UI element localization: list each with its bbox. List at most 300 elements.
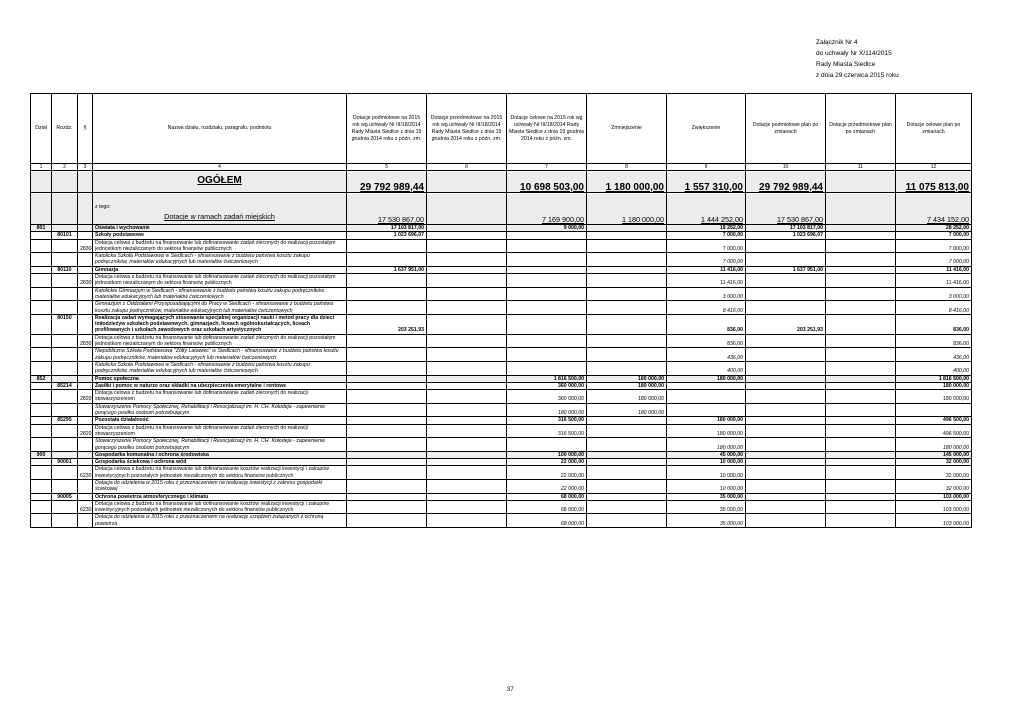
city-podm: 17 530 867,00 [378,214,424,224]
row-name: Gimnazjum z Oddziałami Przysposabiającymi do Pracy w Siedlcach - sfinansowanie z budżetu państwa kosztu zakupu podręczników, materiałów edukacyjnych lub materiałów ćwiczeniowych [93,301,347,315]
amount-cell [507,361,587,375]
amount-cell [427,417,507,424]
division-code: 852 [31,375,52,382]
amount-cell [507,348,587,362]
amount-cell [746,390,826,404]
amount-cell: 1 023 696,07 [347,232,427,239]
row-name: Dotacja celowa z budżetu na finansowanie lub dofinansowanie kosztów realizacji inwestycji i zakupów inwestycyjnych pozostałych jednostek niezaliczonych do sektora finansów publicznych [93,500,347,514]
amount-cell [507,287,587,301]
chapter-row [31,266,972,273]
chapter-row [31,314,972,334]
amount-cell [826,375,896,382]
amount-cell [587,514,667,528]
amount-cell [507,301,587,315]
amount-cell: 10 000,00 [667,479,746,493]
amount-cell [427,375,507,382]
amount-cell [826,466,896,480]
amount-cell [427,451,507,458]
row-name: Katolicka Szkoła Podstawowa w Siedlcach - sfinansowanie z budżetu państwa kosztu zakupu podręczników, materiałów edukacyjnych lub materiałów ćwiczeniowych [93,361,347,375]
amount-cell: 180 000,00 [587,403,667,417]
amount-cell: 11 416,00 [896,266,972,273]
entity-row [31,514,972,528]
paragraph-code [78,301,93,315]
amount-cell: 11 416,00 [896,274,972,288]
amount-cell: 7 000,00 [896,232,972,239]
amount-cell: 1 023 696,07 [746,232,826,239]
amount-cell [746,361,826,375]
amount-cell [347,403,427,417]
row-name: Oświata i wychowanie [93,225,347,232]
amount-cell: 32 000,00 [896,479,972,493]
paragraph-code [78,403,93,417]
row-name: Dotacja do udzielenia w 2015 roku z przeznaczeniem na realizację urządzeń związanych z ochroną powietrza [93,514,347,528]
amount-cell [746,451,826,458]
amount-cell [427,514,507,528]
amount-cell [427,314,507,334]
row-name: Ochrona powietrza atmosferycznego i klimatu [93,493,347,500]
amount-cell [826,500,896,514]
paragraph-row [31,390,972,404]
amount-cell [746,466,826,480]
amount-cell: 45 000,00 [667,451,746,458]
entity-row [31,287,972,301]
col-dot-przedm: Dotacje przedmiotowe na 2015 rok wg uchwały Nr III/18/2014 Rady Miasta Siedlce z dnia 19 grudnia 2014 roku z późn. zm. [427,94,507,164]
amount-cell [587,466,667,480]
amount-cell [347,348,427,362]
row-name: Realizacja zadań wymagających stosowania specjalnej organizacji nauki i metod pracy dla dzieci imłodzieżyw szkołach podstawowych, gimnazjach, liceach ogólnokształcących, liceach profilowanych i szkołach zawodowych oraz szkołach artystycznych [93,314,347,334]
amount-cell: 7 000,00 [896,253,972,267]
amount-cell [896,403,972,417]
amount-cell [427,459,507,466]
chapter-code [52,334,78,348]
amount-cell [427,253,507,267]
amount-cell [826,266,896,273]
chapter-code [52,479,78,493]
chapter-code [52,253,78,267]
amount-cell [427,348,507,362]
amount-cell [826,424,896,438]
attachment-note [816,37,899,81]
amount-cell: 19 252,00 [667,225,746,232]
amount-cell [347,253,427,267]
amount-cell [746,334,826,348]
paragraph-code [78,438,93,452]
chapter-row [31,459,972,466]
amount-cell [427,287,507,301]
amount-cell: 35 000,00 [667,514,746,528]
total-label: OGÓŁEM [197,174,242,186]
amount-cell: 360 000,00 [507,382,587,389]
amount-cell [427,239,507,253]
amount-cell [427,424,507,438]
amount-cell [826,225,896,232]
total-podm: 29 792 989,44 [360,181,424,193]
amount-cell [347,361,427,375]
amount-cell [427,479,507,493]
amount-cell [826,232,896,239]
amount-cell [347,334,427,348]
row-name: Dotacja celowa z budżetu na finansowanie lub dofinansowanie zadań zleconych do realizacji stowarzyszeniom [93,390,347,404]
division-code [31,253,52,267]
amount-cell: 180 000,00 [896,390,972,404]
division-code [31,500,52,514]
division-code [31,459,52,466]
city-zw: 1 444 252,00 [701,214,743,224]
amount-cell [587,314,667,334]
amount-cell [746,500,826,514]
amount-cell [587,479,667,493]
division-code [31,514,52,528]
amount-cell [347,479,427,493]
amount-cell [746,301,826,315]
amount-cell [826,314,896,334]
amount-cell [427,382,507,389]
row-name: Szkoły podstawowe [93,232,347,239]
amount-cell: 68 000,00 [507,493,587,500]
amount-cell [427,301,507,315]
row-name: Pomoc społeczna [93,375,347,382]
amount-cell: 836,00 [896,314,972,334]
amount-cell [746,459,826,466]
amount-cell: 8 416,00 [896,301,972,315]
amount-cell: 180 000,00 [587,375,667,382]
city-zmn: 1 180 000,00 [622,214,664,224]
amount-cell [587,417,667,424]
chapter-code [52,514,78,528]
amount-cell [507,274,587,288]
amount-cell [507,438,587,452]
amount-cell [347,493,427,500]
amount-cell: 180 000,00 [587,390,667,404]
amount-cell [347,514,427,528]
chapter-code: 90005 [52,493,78,500]
row-name: Dotacja celowa z budżetu na finansowanie lub dofinansowanie zadań zleconych do realizacji pozostałym jednostkom niezaliczanym do sektora finansów publicznych [93,334,347,348]
paragraph-code: 2830 [78,274,93,288]
amount-cell: 32 000,00 [896,466,972,480]
amount-cell [746,479,826,493]
amount-cell: 103 000,00 [896,493,972,500]
division-code [31,390,52,404]
city-plan-cel: 7 434 152,00 [927,214,969,224]
amount-cell [826,382,896,389]
paragraph-code: 6230 [78,500,93,514]
amount-cell [746,438,826,452]
amount-cell [587,225,667,232]
amount-cell: 145 000,00 [896,451,972,458]
paragraph-code [78,382,93,389]
amount-cell [347,375,427,382]
row-name: Katolicka Szkoła Podstawowa w Siedlcach - sfinansowanie z budżetu państwa kosztu zakupu podręczników, materiałów edukacyjnych lub materiałów ćwiczeniowych [93,253,347,267]
amount-cell [347,417,427,424]
amount-cell [746,514,826,528]
amount-cell [587,239,667,253]
division-code [31,403,52,417]
amount-cell [746,375,826,382]
amount-cell [826,493,896,500]
amount-cell: 22 000,00 [507,459,587,466]
division-code: 801 [31,225,52,232]
amount-cell [667,403,746,417]
amount-cell: 7 000,00 [667,232,746,239]
chapter-code [52,287,78,301]
chapter-code [52,438,78,452]
amount-cell [826,287,896,301]
amount-cell: 7 000,00 [896,239,972,253]
row-name: Gospodarka ściekowa i ochrona wód [93,459,347,466]
amount-cell [427,334,507,348]
note-line-3: Rady Miasta Siedlce [816,61,876,68]
total-row [31,171,972,193]
colnum: 12 [896,164,972,171]
amount-cell: 836,00 [667,334,746,348]
division-code [31,274,52,288]
amount-cell: 496 500,00 [896,424,972,438]
amount-cell [587,493,667,500]
division-row [31,225,972,232]
amount-cell: 400,00 [896,361,972,375]
col-plan-przedm: Dotacje przedmiotowe plan po zmianach [826,94,896,164]
note-line-4: z dnia 29 czerwca 2015 roku [816,72,899,79]
row-name: Katolickie Gimnazjum w Siedlcach - sfinansowanie z budżetu państwa kosztu zakupu podręczników, materiałów edukacyjnych lub materiałów ćwiczeniowych [93,287,347,301]
paragraph-row [31,274,972,288]
entity-row [31,253,972,267]
amount-cell [746,239,826,253]
amount-cell [427,390,507,404]
amount-cell: 436,00 [896,348,972,362]
chapter-code [52,361,78,375]
amount-cell: 17 103 817,00 [347,225,427,232]
entity-row [31,479,972,493]
row-name: Gospodarka komunalna i ochrona środowiska [93,451,347,458]
amount-cell [826,361,896,375]
amount-cell [347,424,427,438]
amount-cell: 360 000,00 [507,390,587,404]
chapter-code [52,403,78,417]
amount-cell [587,274,667,288]
city-tasks-label: Dotacje w ramach zadań miejskich [164,212,275,221]
paragraph-code [78,493,93,500]
chapter-code [52,274,78,288]
amount-cell: 10 000,00 [667,466,746,480]
amount-cell [347,500,427,514]
row-name: Dotacja do udzielenia w 2015 roku z przeznaczeniem na realizację inwestycji z zakresu gospodarki ściekowej [93,479,347,493]
amount-cell: 1 816 500,00 [896,375,972,382]
amount-cell [746,274,826,288]
chapter-code [52,451,78,458]
amount-cell [587,232,667,239]
division-row [31,375,972,382]
chapter-row [31,417,972,424]
amount-cell [347,287,427,301]
amount-cell: 68 000,00 [507,500,587,514]
paragraph-code [78,514,93,528]
amount-cell [826,253,896,267]
amount-cell [826,274,896,288]
paragraph-code [78,225,93,232]
amount-cell: 180 000,00 [667,417,746,424]
paragraph-code: 2820 [78,390,93,404]
division-code [31,382,52,389]
entity-row [31,348,972,362]
amount-cell [507,239,587,253]
amount-cell [347,466,427,480]
col-zwiekszenie: Zwiększenie [667,94,746,164]
colnum: 6 [427,164,507,171]
amount-cell [507,253,587,267]
page-number: 37 [507,687,514,693]
amount-cell: 100 000,00 [507,451,587,458]
amount-cell: 316 500,00 [507,424,587,438]
paragraph-code [78,459,93,466]
paragraph-code [78,451,93,458]
amount-cell: 10 000,00 [667,459,746,466]
division-code [31,424,52,438]
paragraph-code: 2820 [78,424,93,438]
amount-cell: 3 000,00 [667,287,746,301]
paragraph-code [78,232,93,239]
amount-cell [826,514,896,528]
amount-cell [826,479,896,493]
amount-cell: 22 000,00 [507,466,587,480]
amount-cell: 180 000,00 [896,382,972,389]
col-plan-cel: Dotacje celowe plan po zmianach [896,94,972,164]
division-code [31,479,52,493]
division-code [31,361,52,375]
note-line-1: Załącznik Nr 4 [816,39,858,46]
amount-cell [427,266,507,273]
chapter-code: 85295 [52,417,78,424]
paragraph-code [78,375,93,382]
amount-cell [826,239,896,253]
paragraph-code [78,253,93,267]
chapter-code [52,348,78,362]
paragraph-row [31,500,972,514]
amount-cell: 180 000,00 [667,424,746,438]
total-zmn: 1 180 000,00 [605,181,664,193]
city-cel: 7 169 900,00 [542,214,584,224]
amount-cell: 22 000,00 [507,479,587,493]
amount-cell: 35 000,00 [667,493,746,500]
row-name: Dotacja celowa z budżetu na finansowanie lub dofinansowanie kosztów realizacji inwestycji i zakupów inwestycyjnych pozostałych jednostek niezaliczonych do sektora finansów publicznych [93,466,347,480]
paragraph-code: 2830 [78,239,93,253]
city-plan-podm: 17 530 867,00 [777,214,823,224]
row-name: Dotacja celowa z budżetu na finansowanie lub dofinansowanie zadań zleconych do realizacji pozostałym jednostkom niezaliczanym do sektora finansów publicznych [93,274,347,288]
paragraph-row [31,466,972,480]
paragraph-code [78,287,93,301]
amount-cell [507,314,587,334]
amount-cell [587,438,667,452]
of-which-label: z tego: [95,204,111,210]
amount-cell: 400,00 [667,361,746,375]
amount-cell: 32 000,00 [896,459,972,466]
division-code [31,493,52,500]
amount-cell [347,301,427,315]
amount-cell [587,334,667,348]
total-zw: 1 557 310,00 [684,181,743,193]
amount-cell: 103 000,00 [896,514,972,528]
col-zmniejszenie: Zmniejszenie [587,94,667,164]
amount-cell [746,493,826,500]
amount-cell [587,287,667,301]
division-code [31,438,52,452]
row-name: Dotacja celowa z budżetu na finansowanie lub dofinansowanie zadań zleconych do realizacji stowarzyszeniom [93,424,347,438]
total-plan-podm: 29 792 989,44 [759,181,823,193]
col-plan-podm: Dotacje podmiotowe plan po zmianach [746,94,826,164]
colnum: 3 [78,164,93,171]
division-code [31,348,52,362]
chapter-code [52,375,78,382]
amount-cell [507,266,587,273]
amount-cell [667,390,746,404]
amount-cell [427,500,507,514]
colnum: 9 [667,164,746,171]
total-plan-cel: 11 075 813,00 [905,181,969,193]
amount-cell [347,459,427,466]
paragraph-code [78,479,93,493]
paragraph-code [78,266,93,273]
chapter-code [52,301,78,315]
chapter-code: 80150 [52,314,78,334]
amount-cell [587,361,667,375]
colnum: 10 [746,164,826,171]
amount-cell [587,348,667,362]
amount-cell [746,287,826,301]
amount-cell [427,493,507,500]
entity-row [31,301,972,315]
amount-cell [746,403,826,417]
row-name: Niepubliczna Szkoła Podstawowa "Żółty Latawiec" w Siedlcach - sfinansowanie z budżetu państwa kosztu zakupu podręczników, materiałów edukacyjnych lub materiałów ćwiczeniowych [93,348,347,362]
paragraph-code [78,361,93,375]
amount-cell [826,417,896,424]
amount-cell: 68 000,00 [507,514,587,528]
amount-cell [347,274,427,288]
total-cel: 10 698 503,00 [520,181,584,193]
amount-cell: 836,00 [667,314,746,334]
amount-cell [347,438,427,452]
division-code [31,266,52,273]
row-name: Stowarzyszenie Pomocy Społecznej, Rehabilitacji i Resocjalizacji im. H. CH. Kołodeja - zapewnienie gorącego posiłku osobom potrzebującym [93,438,347,452]
chapter-code: 80110 [52,266,78,273]
row-name: Gimnazja [93,266,347,273]
col-nazwa: Nazwa działu, rozdziału, paragrafu, podmiotu [93,94,347,164]
division-row [31,451,972,458]
amount-cell [826,390,896,404]
amount-cell [746,348,826,362]
amount-cell [587,451,667,458]
amount-cell [347,239,427,253]
entity-row [31,361,972,375]
amount-cell: 28 252,00 [896,225,972,232]
amount-cell [347,382,427,389]
amount-cell [826,301,896,315]
division-code [31,334,52,348]
entity-row [31,403,972,417]
amount-cell [746,424,826,438]
chapter-code [52,225,78,232]
amount-cell: 1 637 951,00 [347,266,427,273]
amount-cell [427,361,507,375]
amount-cell [347,451,427,458]
amount-cell: 180 000,00 [667,375,746,382]
amount-cell [427,274,507,288]
amount-cell: 9 000,00 [507,225,587,232]
paragraph-code [78,417,93,424]
amount-cell [427,232,507,239]
amount-cell: 436,00 [667,348,746,362]
col-par: § [78,94,93,164]
amount-cell: 180 000,00 [587,382,667,389]
colnum: 1 [31,164,52,171]
